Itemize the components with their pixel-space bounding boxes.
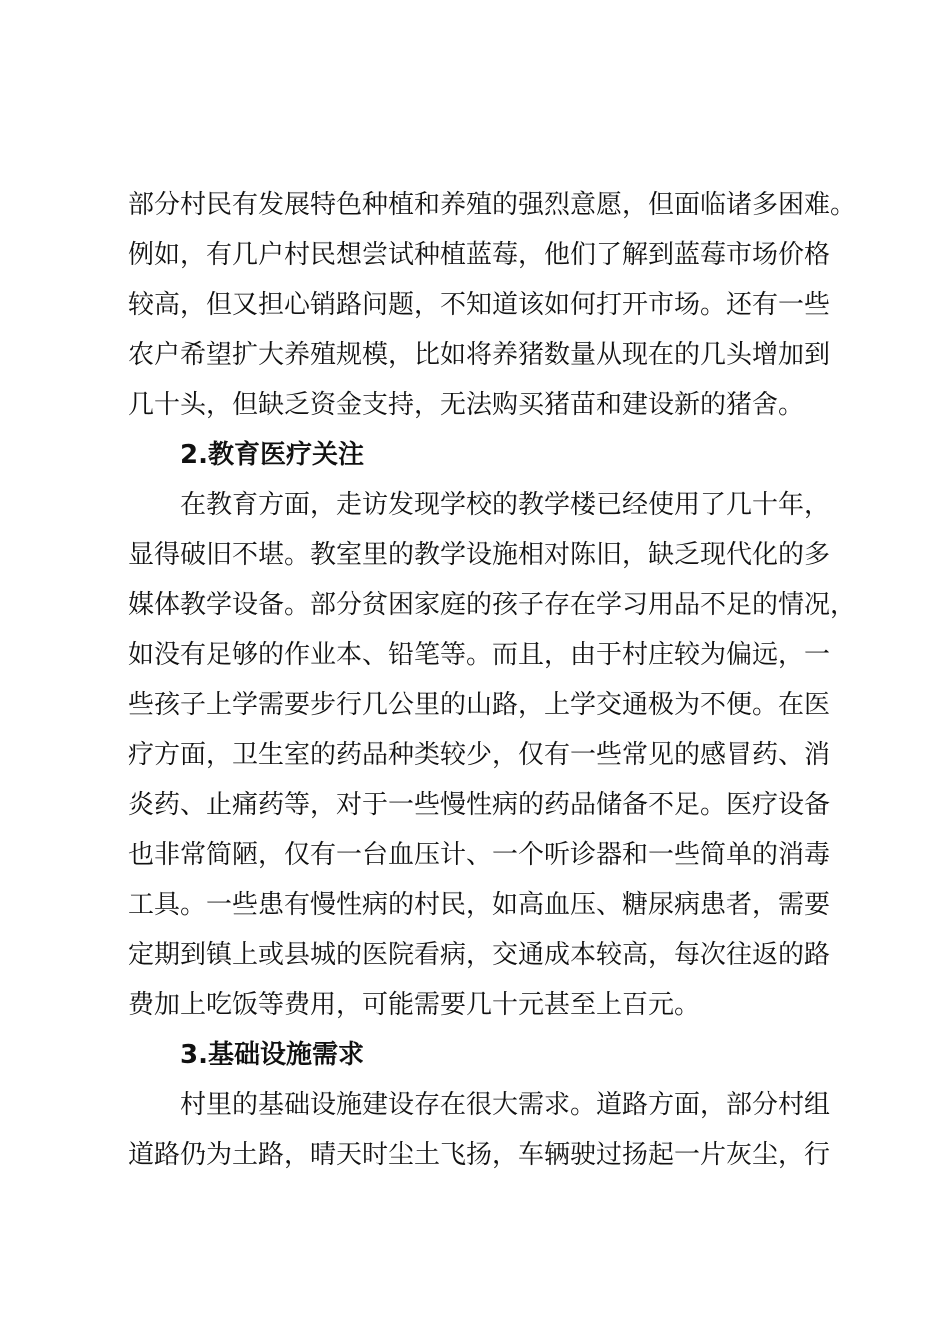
paragraph-line: 农户希望扩大养殖规模，比如将养猪数量从现在的几头增加到 <box>128 340 831 370</box>
paragraph-line: 些孩子上学需要步行几公里的山路，上学交通极为不便。在医 <box>128 690 831 720</box>
paragraph-line: 例如，有几户村民想尝试种植蓝莓，他们了解到蓝莓市场价格 <box>128 240 831 270</box>
paragraph-line: 疗方面，卫生室的药品种类较少，仅有一些常见的感冒药、消 <box>128 740 831 770</box>
paragraph-line: 定期到镇上或县城的医院看病，交通成本较高，每次往返的路 <box>128 940 831 970</box>
section-heading-infrastructure: 3.基础设施需求 <box>180 1040 364 1070</box>
paragraph-first-line: 村里的基础设施建设存在很大需求。道路方面，部分村组 <box>180 1090 831 1120</box>
paragraph-first-line: 在教育方面，走访发现学校的教学楼已经使用了几十年， <box>180 490 831 520</box>
paragraph-line: 较高，但又担心销路问题，不知道该如何打开市场。还有一些 <box>128 290 831 320</box>
paragraph-line: 工具。一些患有慢性病的村民，如高血压、糖尿病患者，需要 <box>128 890 831 920</box>
paragraph-line: 也非常简陋，仅有一台血压计、一个听诊器和一些简单的消毒 <box>128 840 831 870</box>
paragraph-line: 部分村民有发展特色种植和养殖的强烈意愿，但面临诸多困难。 <box>128 190 857 220</box>
paragraph-line: 炎药、止痛药等，对于一些慢性病的药品储备不足。医疗设备 <box>128 790 831 820</box>
paragraph-line: 显得破旧不堪。教室里的教学设施相对陈旧，缺乏现代化的多 <box>128 540 831 570</box>
paragraph-line: 媒体教学设备。部分贫困家庭的孩子存在学习用品不足的情况， <box>128 590 857 620</box>
paragraph-line: 费加上吃饭等费用，可能需要几十元甚至上百元。 <box>128 990 701 1020</box>
paragraph-line: 几十头，但缺乏资金支持，无法购买猪苗和建设新的猪舍。 <box>128 390 805 420</box>
section-heading-education-medical: 2.教育医疗关注 <box>180 440 364 470</box>
paragraph-line: 如没有足够的作业本、铅笔等。而且，由于村庄较为偏远，一 <box>128 640 831 670</box>
paragraph-line: 道路仍为土路，晴天时尘土飞扬，车辆驶过扬起一片灰尘，行 <box>128 1140 831 1170</box>
